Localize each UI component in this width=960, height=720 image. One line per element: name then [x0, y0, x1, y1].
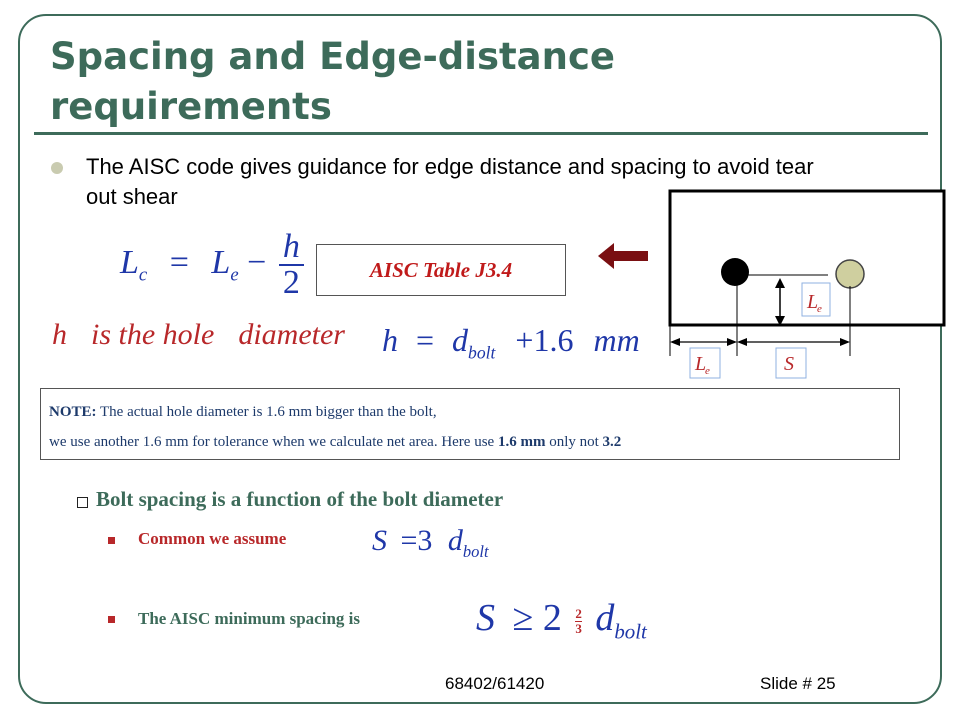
hole-desc-diameter: diameter [238, 318, 345, 351]
formula-smin-ge: ≥ 2 [512, 597, 562, 639]
aisc-table-reference: AISC Table J3.4 [316, 244, 566, 296]
slide-title: Spacing and Edge-distance requirements [50, 35, 616, 128]
note-line-2-c: only not [545, 434, 603, 450]
note-line-2-a: we use another 1.6 mm for tolerance when we calculate net area. Here use [49, 434, 498, 450]
formula-s-equals: =3 [400, 524, 433, 557]
formula-lc [120, 230, 304, 300]
square-bullet-icon [108, 537, 115, 544]
intro-bullet-text: The AISC code gives guidance for edge distance and spacing to avoid tear out shear [86, 154, 814, 209]
title-underline [34, 132, 928, 135]
formula-spacing [372, 524, 489, 562]
formula-s-lhs: S [372, 524, 387, 557]
formula-lc-minus: − [247, 243, 267, 281]
formula-lc-le: L [211, 243, 231, 281]
min-spacing-text: The AISC minimum spacing is [138, 609, 360, 628]
formula-lc-denominator: 2 [282, 264, 300, 301]
left-arrow-icon [598, 241, 648, 271]
note-line-2 [49, 427, 899, 457]
note-line-2-d: 3.2 [602, 434, 622, 450]
diagram-le-sub-bottom: e [705, 365, 710, 377]
checkbox-bullet-icon [77, 497, 88, 508]
formula-smin-frac-num: 2 [575, 605, 582, 621]
diagram-le-label-top: L [807, 291, 819, 313]
bullet-dot-icon [51, 162, 63, 174]
footer-course-code: 68402/61420 [445, 674, 545, 693]
formula-smin-d: d [595, 597, 615, 639]
formula-hole [382, 322, 640, 363]
note-line-1 [49, 397, 899, 427]
formula-s-d: d [447, 524, 463, 557]
formula-lc-numerator: h [279, 230, 304, 266]
formula-lc-equals: = [169, 243, 189, 281]
diagram-s-label: S [784, 353, 794, 375]
footer-slide-number: Slide # 25 [760, 674, 836, 693]
diagram-le-sub-top: e [817, 303, 822, 315]
bolt-hole-1 [721, 258, 749, 286]
note-box [40, 388, 900, 460]
square-bullet-icon-2 [108, 616, 115, 623]
note-line-2-b: 1.6 mm [497, 434, 546, 450]
note-label: NOTE: [49, 404, 97, 420]
formula-smin-fraction [575, 607, 582, 636]
formula-smin-d-sub: bolt [614, 619, 647, 644]
formula-smin-s: S [476, 597, 495, 639]
note-line-1-text: The actual hole diameter is 1.6 mm bigger than the bolt, [96, 404, 437, 420]
hole-desc-is-the-hole: is the hole [91, 318, 215, 351]
formula-h-plus: +1.6 [515, 322, 574, 358]
formula-lc-lhs-sub: c [138, 264, 148, 286]
bolt-hole-2 [836, 260, 864, 288]
formula-lc-fraction [279, 230, 304, 300]
bolt-spacing-diagram [660, 186, 950, 386]
spacing-heading: Bolt spacing is a function of the bolt diameter [96, 487, 504, 511]
diagram-le-label-bottom: L [695, 353, 707, 375]
formula-min-spacing [476, 596, 647, 645]
formula-h-d: d [452, 322, 469, 358]
formula-smin-frac-den: 3 [575, 620, 582, 636]
formula-h-lhs: h [382, 322, 398, 358]
hole-description [52, 318, 369, 352]
formula-lc-le-sub: e [230, 264, 239, 286]
formula-h-d-sub: bolt [468, 342, 496, 363]
formula-h-equals: = [416, 322, 435, 358]
formula-s-d-sub: bolt [462, 542, 489, 561]
hole-desc-h: h [52, 318, 67, 351]
formula-lc-lhs: L [120, 243, 139, 281]
formula-h-unit: mm [593, 322, 640, 358]
common-assume-text: Common we assume [138, 529, 287, 548]
